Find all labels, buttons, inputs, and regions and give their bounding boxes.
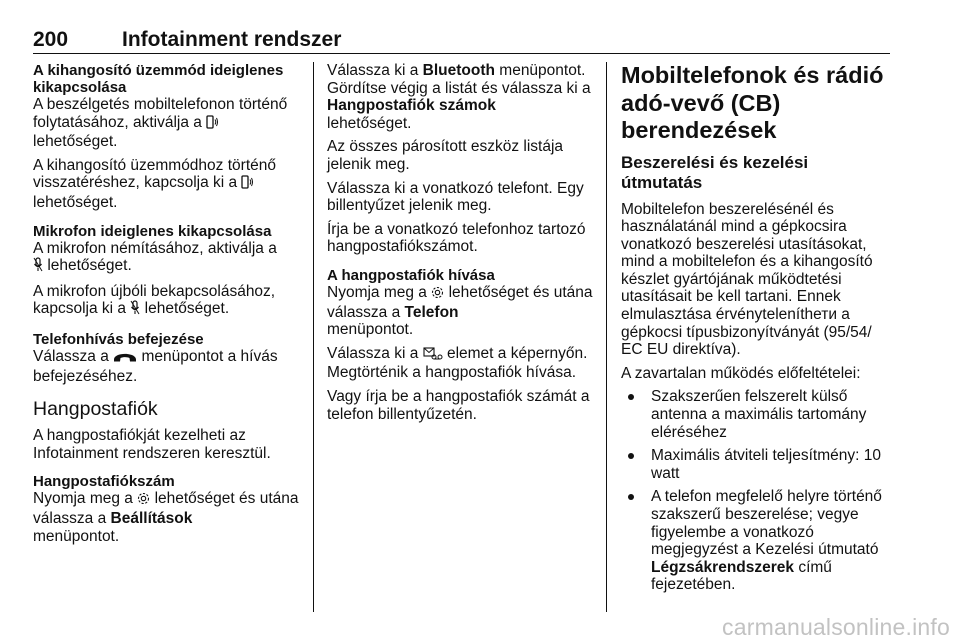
- paragraph-voicemail-intro: A hangpostafiókját kezelheti az Infotainment rendszeren keresztül.: [33, 427, 271, 462]
- column-divider-1: [313, 62, 314, 612]
- phone-handset-icon: [241, 175, 253, 194]
- paragraph-end-call: Válassza a menüpontot a hívás befejezéséhez.: [33, 347, 278, 385]
- paragraph-select-phone: Válassza ki a vonatkozó telefont. Egy billentyűzet jelenik meg.: [327, 179, 584, 215]
- paragraph-prerequisites: A zavartalan működés előfeltételei:: [621, 364, 861, 382]
- prerequisites-list: [621, 388, 893, 594]
- paragraph-bluetooth-menu: Válassza ki a Bluetooth menüpontot. Gördítse végig a listát és válassza ki a Hangpostafiók számok lehetőséget.: [327, 62, 591, 132]
- section-title-end-call: Telefonhívás befejezése: [33, 330, 204, 348]
- page-title: Infotainment rendszer: [122, 28, 342, 51]
- microphone-icon: [130, 300, 140, 320]
- page-header: [33, 28, 890, 52]
- paragraph-press-home: Nyomja meg a lehetőséget és utána válassza a Telefon menüpontot.: [327, 283, 593, 339]
- page-number: 200: [33, 28, 69, 51]
- heading-voicemail: Hangpostafiók: [33, 398, 158, 421]
- list-item: A telefon megfelelő helyre történő szakszerű beszerelése; vegye figyelembe a vonatkozó megjegyzést a Kezelési útmutató Légzsákrendszerek című fejezetében.: [621, 488, 893, 594]
- paragraph-mic-mute: A mikrofon némításához, aktiválja a lehetőséget.: [33, 240, 305, 277]
- column-1: [33, 62, 305, 545]
- section-title-voicemail-number: Hangpostafiókszám: [33, 473, 175, 491]
- list-item: Maximális átviteli teljesítmény: 10 watt: [621, 447, 893, 482]
- paragraph-installation: Mobiltelefon beszerelésénél és használatánál mind a gépkocsira vonatkozó beszerelési utasításokat, mind a mobiltelefon és a kihangosító készlet gyártójának működtetési utasításait be kell tartani. Ennek elmulasztása érvényteleníthети a gépkocsi típusbizonyítványát (95/54/ EC EU direktíva).: [621, 200, 873, 359]
- paragraph-voicemail-number: Nyomja meg a lehetőséget és utána válassza a Beállítások menüpontot.: [33, 490, 299, 545]
- phone-handset-icon: [206, 115, 218, 134]
- end-call-icon: [113, 350, 137, 368]
- bullet-icon: [628, 494, 634, 500]
- paragraph-mic-unmute: A mikrofon újbóli bekapcsolásához, kapcsolja ki a lehetőséget.: [33, 283, 305, 320]
- column-3: [621, 62, 893, 594]
- column-divider-2: [606, 62, 607, 612]
- paragraph-handsfree-return: A kihangosító üzemmódhoz történő visszatéréshez, kapcsolja ki a lehetőséget.: [33, 156, 276, 211]
- heading-mobile-phones-cb: Mobiltelefonok és rádió adó-vevő (CB) berendezések: [621, 62, 884, 143]
- paragraph-device-list: Az összes párosított eszköz listája jelenik meg.: [327, 138, 564, 173]
- section-title-call-voicemail: A hangpostafiók hívása: [327, 266, 495, 284]
- home-gear-icon: [431, 286, 444, 304]
- list-item: Szakszerűen felszerelt külső antenna a maximális tartomány eléréséhez: [621, 388, 893, 441]
- section-title-mic-off: Mikrofon ideiglenes kikapcsolása: [33, 222, 272, 240]
- paragraph-handsfree-activate: A beszélgetés mobiltelefonon történő folytatásához, aktiválja a lehetőséget.: [33, 96, 288, 151]
- bullet-icon: [628, 394, 634, 400]
- paragraph-dial-voicemail: Vagy írja be a hangpostafiók számát a telefon billentyűzetén.: [327, 387, 590, 423]
- header-divider: [33, 53, 890, 54]
- microphone-icon: [33, 257, 43, 277]
- bullet-icon: [628, 453, 634, 459]
- voicemail-icon: [423, 347, 443, 365]
- heading-installation-instructions: Beszerelési és kezelési útmutatás: [621, 152, 809, 192]
- paragraph-enter-number: Írja be a vonatkozó telefonhoz tartozó hangpostafiókszámot.: [327, 220, 586, 256]
- home-gear-icon: [137, 492, 150, 510]
- paragraph-select-voicemail: Válassza ki a elemet a képernyőn. Megtörténik a hangpostafiók hívása.: [327, 344, 588, 382]
- section-title-handsfree-off: A kihangosító üzemmód ideiglenes kikapcsolása: [33, 62, 284, 96]
- column-2: [327, 62, 595, 423]
- watermark: carmanualsonline.info: [722, 614, 950, 640]
